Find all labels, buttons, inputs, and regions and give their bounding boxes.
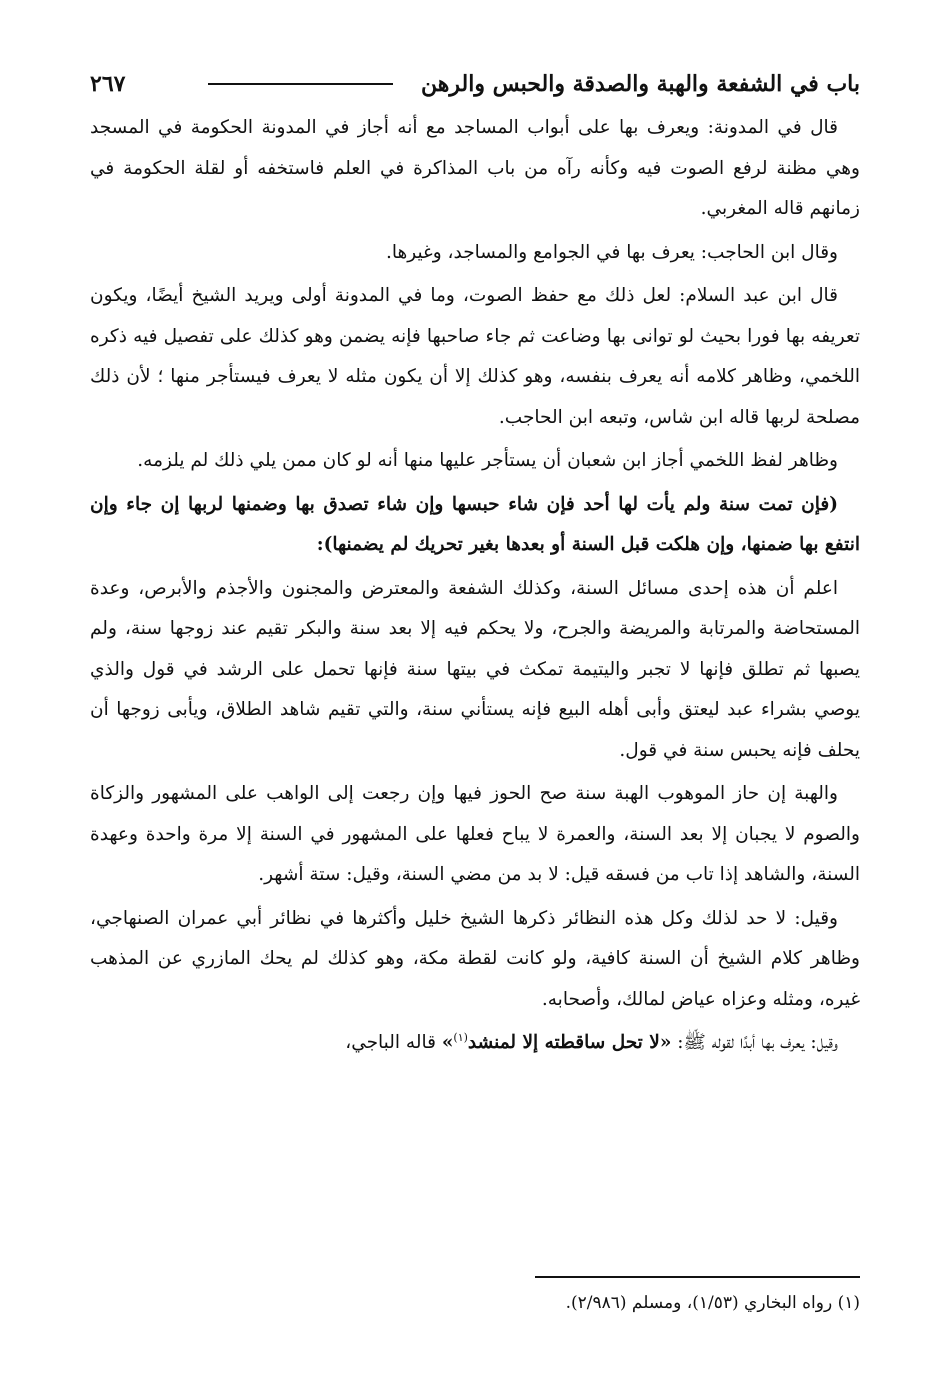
footnote-separator xyxy=(535,1276,860,1278)
paragraph-7: والهبة إن حاز الموهوب الهبة سنة صح الحوز فيها وإن رجعت إلى الواهب على المشهور والزكاة والصوم لا يجبان إلا بعد السنة، والعمرة لا يباح فعلها على المشهور في السنة إلا مرة واحدة وعهدة السنة، والشاهد إذا تاب من فسقه قيل: لا بد من مضي السنة، وقيل: ستة أشهر. xyxy=(90,783,860,885)
header-rule xyxy=(208,83,393,85)
paragraph-4: وظاهر لفظ اللخمي أجاز ابن شعبان أن يستأجر عليها منها أنه لو كان ممن يلي ذلك لم يلزمه. xyxy=(137,450,838,471)
paragraph-9-start: وقيل: يعرف بها أبدًا لقوله ﷺ: xyxy=(671,1032,838,1053)
footnote-1: (١) رواه البخاري (١/٥٣)، ومسلم (٢/٩٨٦). xyxy=(565,1293,860,1313)
paragraph-9 xyxy=(90,1023,860,1064)
paragraph-8: وقيل: لا حد لذلك وكل هذه النظائر ذكرها الشيخ خليل وأكثرها في نظائر أبي عمران الصنهاجي، وظاهر كلام الشيخ أن السنة كافية، ولو كانت لقطة مكة، وهو كذلك لم يحك المازري عن المذهب غيره، ومثله وعزاه عياض لمالك، وأصحابه. xyxy=(90,907,860,1010)
running-header xyxy=(90,64,860,104)
paragraph-6: اعلم أن هذه إحدى مسائل السنة، وكذلك الشفعة والمعترض والمجنون والأجذم والأبرص، وعدة المستحاضة والمرتابة والمريضة والجرح، ولا يحكم فيه إلا بعد سنة والبكر تقيم عند زوجها سنة، ولم يصبها ثم تطلق فإنها لا تجبر واليتيمة تمكث في بيتها سنة فإنها تحمل على الرشد في قول والذي يوصي بشراء عبد ليعتق وأبى أهله البيع فإنه يستأني سنة، والتي تقيم شاهد الطلاق، ويأبى زوجها أن يحلف فإنه يحبس سنة في قول. xyxy=(90,577,860,761)
matn-quote-paragraph: (فإن تمت سنة ولم يأت لها أحد فإن شاء حبسها وإن شاء تصدق بها وضمنها لربها إن جاء وإن انتفع بها ضمنها، وإن هلكت قبل السنة أو بعدها بغير تحريك لم يضمنها): xyxy=(90,493,860,555)
paragraph-9-end: قاله الباجي، xyxy=(345,1032,442,1053)
page-body xyxy=(90,64,860,1067)
page-number: ٢٦٧ xyxy=(90,71,126,97)
hadith-quote: «لا تحل ساقطته إلا لمنشد xyxy=(467,1032,672,1053)
chapter-title: باب في الشفعة والهبة والصدقة والحبس والرهن xyxy=(421,71,860,97)
paragraph-2: وقال ابن الحاجب: يعرف بها في الجوامع والمساجد، وغيرها. xyxy=(385,241,838,263)
hadith-quote-end: » xyxy=(441,1032,454,1053)
paragraph-1: قال في المدونة: ويعرف بها على أبواب المساجد مع أنه أجاز في المدونة الحكومة في المسجد وهي مظنة لرفع الصوت فيه وكأنه رآه من باب المذاكرة في العلم فاستخفه أو لقلة الحكومة في زمانهم قاله المغربي. xyxy=(90,117,860,219)
paragraph-3: قال ابن عبد السلام: لعل ذلك مع حفظ الصوت، وما في المدونة أولى ويريد الشيخ أيضًا، ويكون تعريفه بها فورا بحيث لو توانى بها وضاعت ثم جاء صاحبها فإنه يضمن وهو كذلك على تفصيل فيه ذكره اللخمي، وظاهر كلامه أنه يعرف بنفسه، وهو كذلك إلا أن يكون مثله لا يعرف فيستأجر منها ؛ لأن ذلك مصلحة لربها قاله ابن شاس، وتبعه ابن الحاجب. xyxy=(90,285,860,428)
footnote-ref[interactable]: (١) xyxy=(453,1030,468,1044)
